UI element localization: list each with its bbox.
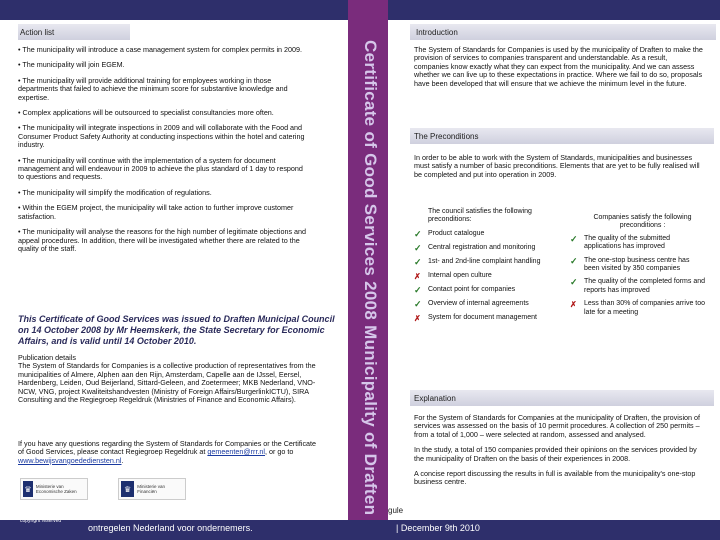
cross-icon: ✗	[414, 313, 421, 323]
publication-title: Publication details	[18, 353, 76, 362]
footer-date: | December 9th 2010	[396, 523, 480, 533]
action-item: • The municipality will integrate inspections in 2009 and will collaborate with the Food and Consumer Product Safety Authority at conducting inspections within the hotel and catering industry.	[18, 123, 305, 150]
ministry-logo	[118, 478, 186, 500]
action-item: • The municipality will provide additional training for employees working in those departments that failed to achieve the minimum score for substantive knowledge and expertise.	[18, 75, 288, 102]
preconditions-header: The Preconditions	[410, 128, 714, 144]
check-icon: ✓	[570, 277, 578, 288]
explanation-paragraph: For the System of Standards for Companies at the municipality of Draften, the provision of services was assessed on the basis of 10 permit procedures. A collection of 250 permits – from a total of 1,000 – were selected at random, assessed and analysed.	[414, 413, 701, 439]
action-item: • The municipality will analyse the reasons for the high number of legitimate objections and appeal procedures. In addition, there will be investigated whether there are related to the quality of the staff.	[18, 227, 307, 253]
cross-icon: ✗	[570, 300, 577, 310]
checklist-item: ✓ The one-stop business centre has been visited by 350 companies	[570, 255, 690, 273]
action-item: • The municipality will introduce a case management system for complex permits in 2009.	[18, 45, 303, 54]
ministry-logo	[20, 478, 88, 500]
checklist-item: ✓ Product catalogue	[414, 228, 485, 239]
checklist-item: ✗ Less than 30% of companies arrive too late for a meeting	[570, 300, 706, 316]
action-item: • The municipality will simplify the modification of regulations.	[18, 187, 212, 197]
preconditions-text: In order to be able to work with the System of Standards, municipalities and businesses must satisfy a number of basic preconditions. Elements that are yet to be fully realised will be completed and put into operation in 2009.	[414, 153, 700, 179]
questions-text: If you have any questions regarding the System of Standards for Companies or the Certificate of Good Services, please contact Regiegroep Regeldruk at	[18, 439, 317, 457]
website-link[interactable]: www.bewijsvangoedediensten.nl	[18, 455, 122, 465]
council-preconditions	[414, 208, 554, 328]
check-icon: ✓	[414, 298, 422, 309]
crest-icon: ♛	[121, 481, 134, 497]
checklist-item: ✓ Contact point for companies	[414, 284, 516, 295]
check-icon: ✓	[414, 228, 422, 239]
checklist-item: ✓ The quality of the submitted applications has improved	[570, 233, 670, 251]
cross-icon: ✗	[414, 271, 421, 281]
action-item: • Complex applications will be outsourced to specialist consultancies more often.	[18, 108, 274, 118]
checklist-item: ✓ Overview of internal agreements	[414, 298, 529, 309]
publication-details	[18, 354, 318, 404]
logo-text: Ministerie van Financiën	[137, 484, 165, 494]
checklist-item: ✓ The quality of the completed forms and reports has improved	[570, 277, 706, 294]
certificate-statement: This Certificate of Good Services was issued to Draften Municipal Council on 14 October 2008 by Mr Heemskerk, the State Secretary for Economic Affairs, and is valid until 14 October 2010.	[18, 314, 335, 346]
introduction-text: The System of Standards for Companies is used by the municipality of Draften to make the provision of services to companies transparent and understandable. As a result, companies know exactly what they can expect from the municipality. And we can assess whether we can live up to these expectations in practice. Where we fail to do so, proposals have been developed that will ensure that we achieve the minimum level in the future.	[414, 45, 703, 88]
email-link[interactable]: gemeenten@rrr.nl	[207, 447, 266, 457]
action-item: • The municipality will join EGEM.	[18, 60, 125, 70]
company-preconditions	[570, 214, 705, 322]
explanation-paragraph: In the study, a total of 150 companies provided their opinions on the services provided by the municipality of Draften on the basis of their experiences in 2008.	[414, 445, 697, 463]
check-icon: ✓	[570, 233, 578, 244]
footer-fragment: gule	[388, 506, 404, 515]
checklist-item: ✓ Central registration and monitoring	[414, 242, 536, 253]
action-list-header: Action list	[18, 24, 130, 40]
checklist-item: ✗ System for document management	[414, 313, 537, 323]
check-icon: ✓	[570, 255, 578, 266]
council-title: The council satisfies the following preconditions:	[428, 208, 532, 224]
action-item: • Within the EGEM project, the municipality will take action to further improve customer satisfaction.	[18, 203, 294, 221]
action-item: • The municipality will continue with the implementation of a system for document management and will endeavour in 2009 to achieve the plus standard of 1 day to respond to questions and requests.	[18, 155, 303, 182]
logo-text: Ministerie van Economische Zaken	[35, 484, 77, 494]
spine-title: Certificate of Good Services 2008 Municipality of Draften	[361, 40, 380, 516]
checklist-item: ✗ Internal open culture	[414, 271, 492, 281]
checklist-item: ✓ 1st- and 2nd-line complaint handling	[414, 256, 541, 267]
companies-title: Companies satisfy the following preconditions :	[593, 214, 692, 230]
action-list	[18, 46, 308, 260]
copyright-stamp: copyright reserved	[20, 518, 62, 524]
publication-text: The System of Standards for Companies is a collective production of representatives from the municipalities of Almere, Alphen aan den Rijn, Amsterdam, Capelle aan de IJssel, Eersel, Hardenberg, Leiden, Oud Beijerland, Sittard-Geleen, and Zoetermeer; MKB Nederland, VNO-NCW, VNG, project Kwaliteitshandvesten (Ministry of Foreign Affairs/BurgerlinkICTU), SIRA Consulting and the Regiegroep Regeldruk (Ministries of Finance and Economic Affairs).	[18, 361, 316, 405]
check-icon: ✓	[414, 256, 422, 267]
check-icon: ✓	[414, 242, 422, 253]
explanation-paragraph: A concise report discussing the results in full is available from the municipality's one-stop business centre.	[414, 469, 696, 487]
explanation-text	[414, 414, 706, 487]
explanation-header: Explanation	[410, 390, 714, 406]
footer-left-text: ontregelen Nederland voor ondernemers.	[88, 523, 253, 533]
or-go-to-text: , or go to	[265, 447, 294, 457]
contact-info: If you have any questions regarding the System of Standards for Companies or the Certificate of Good Services, please contact Regiegroep Regeldruk at gemeenten@rrr.nl, or go to www.bewijsvangoedediensten.nl.	[18, 439, 317, 465]
check-icon: ✓	[414, 284, 422, 295]
crest-icon: ♛	[23, 481, 33, 497]
introduction-header: Introduction	[410, 24, 716, 40]
